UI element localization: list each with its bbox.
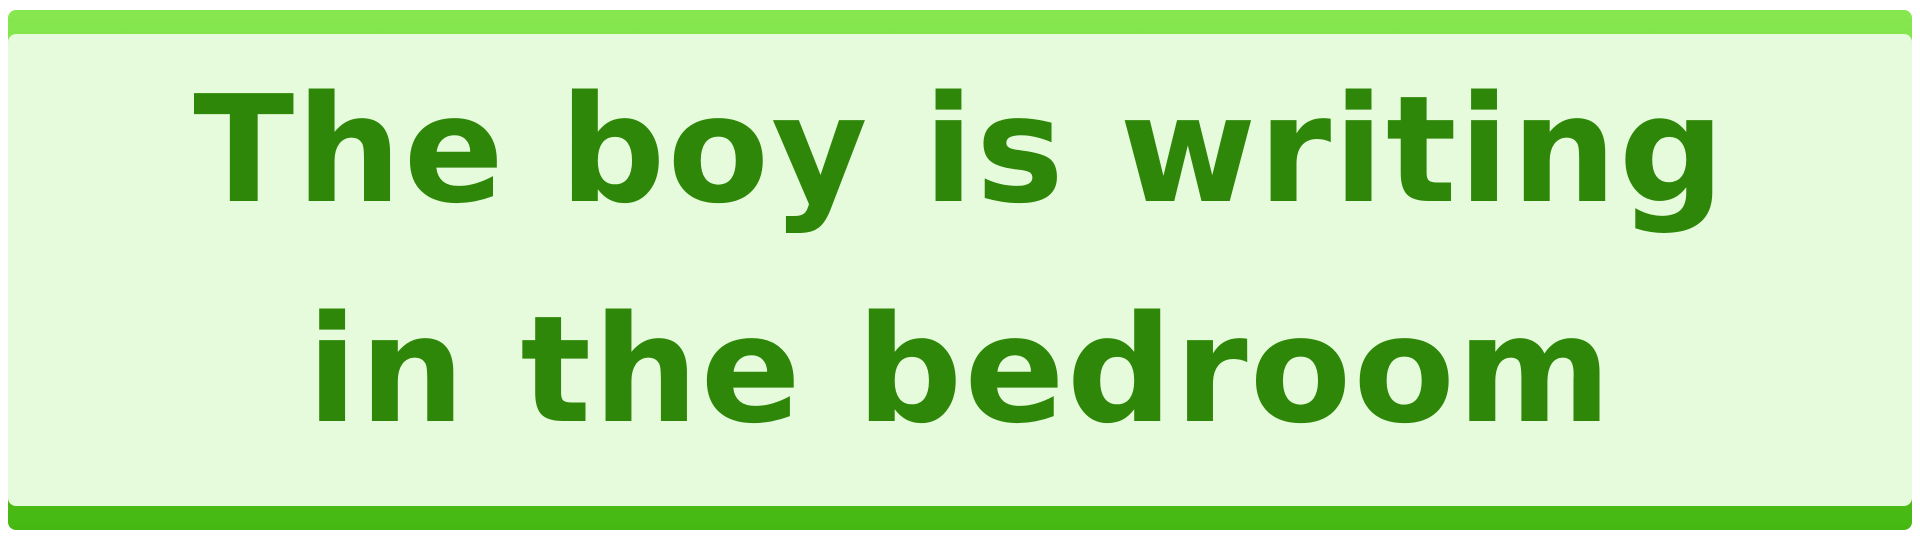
sentence-line-2: in the bedroom (306, 284, 1614, 456)
sentence-text (8, 50, 1912, 470)
sentence-card (8, 10, 1912, 530)
sentence-line-1: The boy is writing (193, 64, 1727, 236)
